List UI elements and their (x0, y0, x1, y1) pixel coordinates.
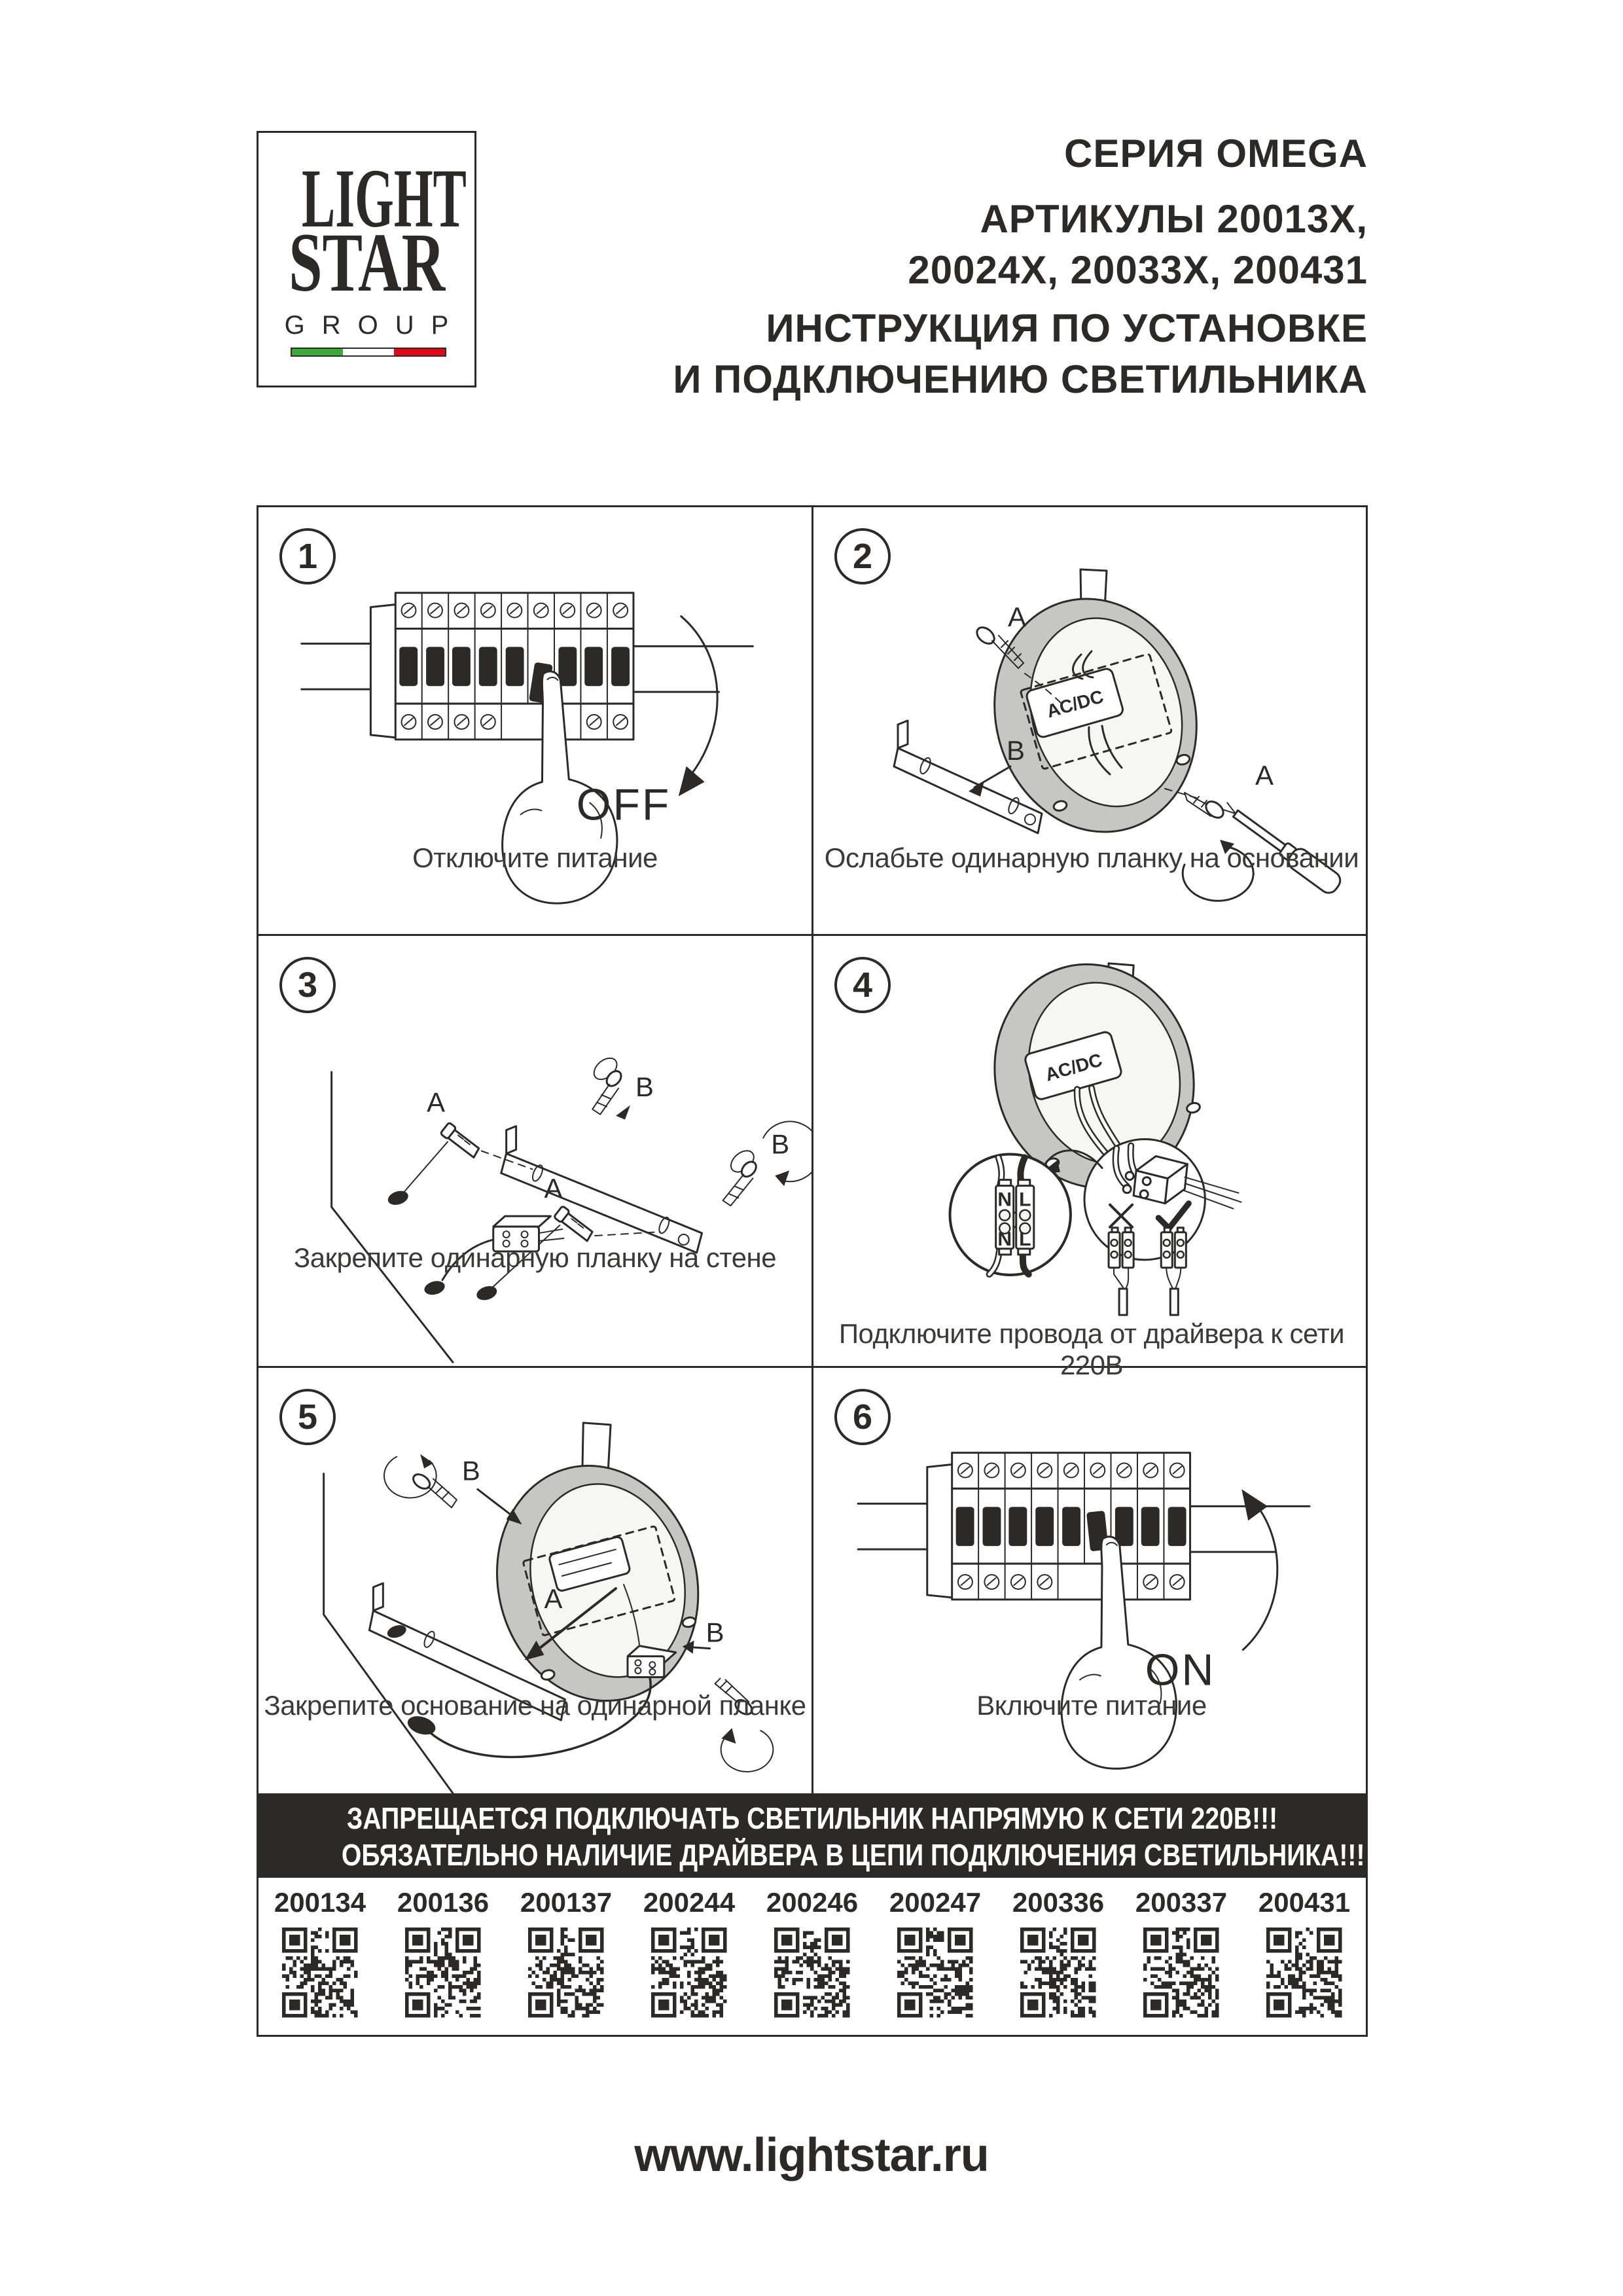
website-url: www.lightstar.ru (634, 2129, 989, 2181)
step-4-illustration-connect-wires (813, 936, 1370, 1366)
wall-hole-1 (386, 1189, 410, 1208)
step-5-caption: Закрепите основание на одинарной планке (264, 1690, 806, 1721)
qr-cell (1243, 1878, 1366, 2037)
articles-line-2: 20024Х, 20033Х, 200431 (908, 248, 1368, 292)
step-1-caption: Отключите питание (412, 842, 658, 873)
terminal-l-bottom: L (1019, 1228, 1031, 1250)
step-5-illustration-fix-base (259, 1368, 812, 1793)
arrow-label-a: A (544, 1583, 563, 1614)
flag-green (292, 349, 343, 355)
driver-label: AC/DC (1043, 1049, 1105, 1085)
warning-line-2: ОБЯЗАТЕЛЬНО НАЛИЧИЕ ДРАЙВЕРА В ЦЕПИ ПОДКЛЮЧЕНИЯ СВЕТИЛЬНИКА!!! (341, 1838, 1365, 1872)
instruction-title-line-1: ИНСТРУКЦИЯ ПО УСТАНОВКЕ (766, 306, 1368, 350)
wall-hole-2 (475, 1283, 499, 1302)
terminal-n-top: N (997, 1189, 1012, 1211)
driver-label: AC/DC (1044, 686, 1106, 722)
qr-cell (1120, 1878, 1243, 2037)
screw-label-b-right: B (771, 1128, 790, 1160)
warning-banner (259, 1793, 1366, 1878)
step-6-caption: Включите питание (976, 1690, 1207, 1721)
screw-b-top (384, 1454, 457, 1508)
off-label: OFF (576, 780, 671, 830)
article-number: 200337 (1135, 1887, 1228, 1918)
step-3-illustration-fix-bracket-to-wall (259, 936, 812, 1366)
screw-label-b-top: B (635, 1071, 654, 1102)
qr-cell (382, 1878, 505, 2037)
qr-code (897, 1928, 973, 2018)
step-3-panel (259, 936, 812, 1366)
article-number: 200431 (1258, 1887, 1351, 1918)
article-number: 200134 (274, 1887, 366, 1918)
wall-hole-3 (423, 1279, 446, 1297)
logo-word-light: LIGHT (302, 152, 467, 245)
dowel-a-1 (440, 1122, 479, 1158)
step-6-panel (813, 1368, 1370, 1793)
article-qr-row (259, 1878, 1366, 2037)
dowel-a-2 (554, 1206, 592, 1241)
logo-word-star: STAR (289, 216, 446, 309)
screw-label-b-bottom: B (705, 1617, 724, 1648)
rotate-down-arrow-icon (681, 617, 717, 774)
screw-b-right (722, 1147, 758, 1206)
step-3-number: 3 (279, 957, 336, 1013)
step-5-number: 5 (279, 1389, 336, 1445)
logo-word-group: GROUP (284, 311, 466, 340)
terminal-l-top: L (1019, 1189, 1031, 1211)
step-2-number: 2 (834, 528, 891, 584)
qr-code (651, 1928, 727, 2018)
article-number: 200336 (1012, 1887, 1105, 1918)
article-number: 200137 (520, 1887, 613, 1918)
step-2-caption: Ослабьте одинарную планку на основании (824, 842, 1359, 873)
step-4-number: 4 (834, 957, 891, 1013)
dowel-label-a-2: A (544, 1173, 563, 1204)
instruction-steps-grid (257, 505, 1368, 2037)
step-5-panel (259, 1368, 812, 1793)
step-4-caption: Подключите провода от драйвера к сети 220В (838, 1318, 1345, 1380)
step-1-panel (259, 507, 812, 934)
screw-b-top (590, 1054, 624, 1114)
qr-code (1020, 1928, 1096, 2018)
qr-cell (505, 1878, 628, 2037)
qr-code (405, 1928, 481, 2018)
flag-white (343, 349, 394, 355)
step-6-number: 6 (834, 1389, 891, 1445)
lightstar-logo (257, 131, 476, 387)
on-label: ON (1145, 1645, 1216, 1695)
step-2-panel (813, 507, 1370, 934)
bracket-label-b: B (1006, 735, 1026, 766)
qr-cell (751, 1878, 874, 2037)
flag-red (394, 349, 445, 355)
screwdriver-label-a: A (1255, 760, 1274, 791)
screw-label-b-top: B (461, 1455, 480, 1486)
qr-code (528, 1928, 604, 2018)
warning-line-1: ЗАПРЕЩАЕТСЯ ПОДКЛЮЧАТЬ СВЕТИЛЬНИК НАПРЯМУЮ К СЕТИ 220В!!! (346, 1801, 1278, 1835)
italian-flag-icon (291, 348, 446, 357)
document-title (654, 128, 1368, 405)
instruction-title-line-2: И ПОДКЛЮЧЕНИЮ СВЕТИЛЬНИКА (673, 357, 1368, 401)
rotate-up-arrow-icon (1243, 1498, 1277, 1649)
qr-code (1266, 1928, 1342, 2018)
qr-cell (628, 1878, 751, 2037)
screw-label-a: A (1007, 601, 1027, 632)
step-1-number: 1 (279, 528, 336, 584)
breaker-toggles (956, 1507, 1186, 1551)
article-number: 200136 (397, 1887, 490, 1918)
article-number: 200246 (766, 1887, 859, 1918)
article-number: 200244 (643, 1887, 736, 1918)
articles-line-1: АРТИКУЛЫ 20013Х, (980, 197, 1368, 241)
dowel-label-a-1: A (427, 1086, 445, 1118)
step-4-panel (813, 936, 1370, 1380)
step-6-illustration-breaker-on (813, 1368, 1370, 1793)
qr-code (774, 1928, 850, 2018)
qr-cell (259, 1878, 382, 2037)
qr-code (282, 1928, 358, 2018)
article-number: 200247 (889, 1887, 982, 1918)
terminal-n-bottom: N (997, 1228, 1012, 1250)
qr-code (1143, 1928, 1219, 2018)
qr-cell (997, 1878, 1120, 2037)
qr-cell (874, 1878, 997, 2037)
step-3-caption: Закрепите одинарную планку на стене (293, 1242, 777, 1273)
series-title: СЕРИЯ OMEGA (1064, 132, 1368, 175)
